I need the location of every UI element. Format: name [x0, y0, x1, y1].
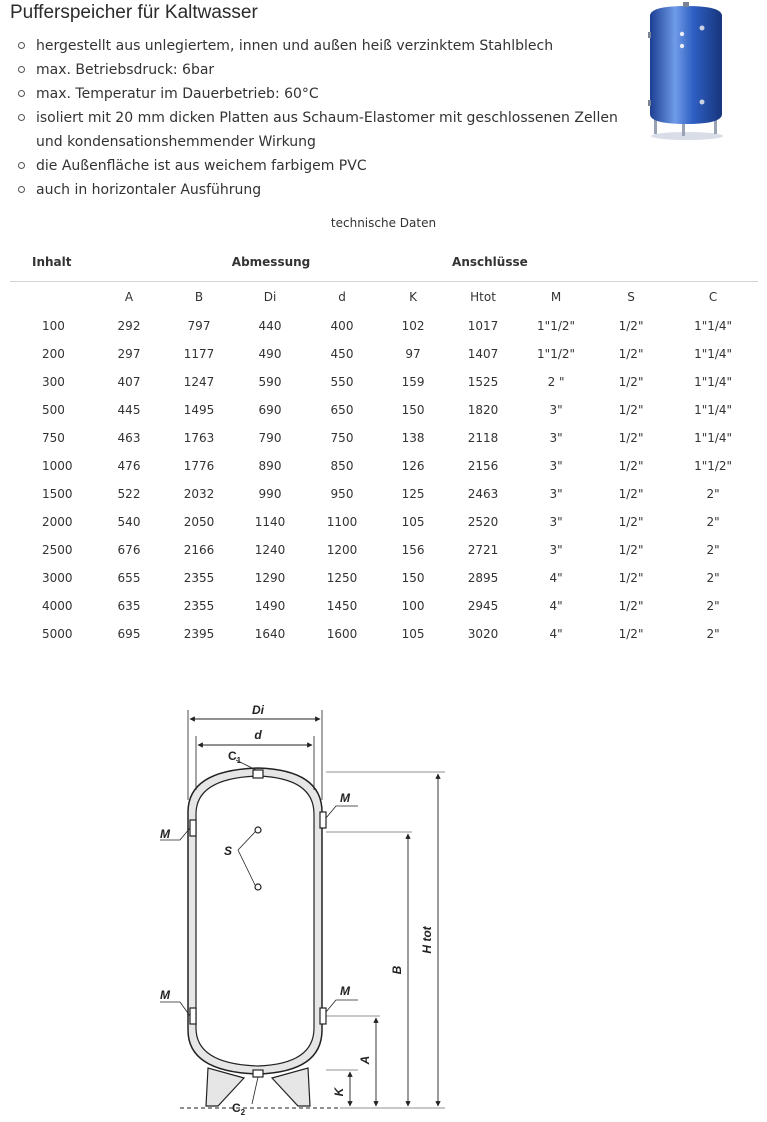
table-cell: 695 [117, 627, 141, 641]
cell-inhalt: 4000 [42, 599, 73, 613]
label-b: B [390, 965, 404, 975]
table-cell: 1600 [326, 627, 358, 641]
label-m-bottom-right: M [340, 984, 350, 998]
table-cell: 3" [549, 459, 563, 473]
label-m-bottom-left: M [160, 988, 170, 1002]
table-cell: 1017 [467, 319, 499, 333]
bullet-circle-icon [18, 66, 25, 73]
table-row [10, 368, 758, 396]
table-cell: 2463 [467, 487, 499, 501]
column-header: A [124, 290, 134, 304]
table-cell: 1/2" [618, 515, 644, 529]
table-cell: 490 [258, 347, 282, 361]
table-cell: 655 [117, 571, 141, 585]
table-row [10, 424, 758, 452]
table-cell: 1/2" [618, 403, 644, 417]
table-cell: 4" [549, 599, 563, 613]
table-cell: 156 [401, 543, 425, 557]
table-cell: 1495 [183, 403, 215, 417]
feature-list [18, 34, 618, 202]
table-cell: 2" [706, 599, 720, 613]
bullet-circle-icon [18, 42, 25, 49]
table-cell: 590 [258, 375, 282, 389]
table-cell: 2520 [467, 515, 499, 529]
table-cell: 2166 [183, 543, 215, 557]
bullet-circle-icon [18, 114, 25, 121]
connection-m-bottom-left [190, 1008, 196, 1024]
column-header: Htot [470, 290, 496, 304]
table-cell: 540 [117, 515, 141, 529]
table-cell: 1"1/2" [537, 347, 576, 361]
table-cell: 1/2" [618, 487, 644, 501]
table-cell: 1100 [326, 515, 358, 529]
table-cell: 2118 [467, 431, 499, 445]
connection-c2 [253, 1070, 263, 1077]
table-cell: 1/2" [618, 459, 644, 473]
label-c1: $C_1$ [228, 749, 242, 765]
cell-inhalt: 100 [42, 319, 65, 333]
table-cell: 400 [330, 319, 354, 333]
feature-item [18, 178, 618, 202]
table-cell: 1140 [254, 515, 286, 529]
feature-item [18, 34, 618, 58]
table-cell: 1250 [326, 571, 358, 585]
cell-inhalt: 750 [42, 431, 65, 445]
table-cell: 3" [549, 515, 563, 529]
table-cell: 297 [117, 347, 141, 361]
table-caption: technische Daten [330, 216, 437, 230]
table-cell: 1/2" [618, 599, 644, 613]
table-cell: 1"1/4" [694, 375, 733, 389]
table-cell: 150 [401, 571, 425, 585]
table-cell: 3" [549, 431, 563, 445]
sensor-s-top [255, 827, 261, 833]
bullet-circle-icon [18, 162, 25, 169]
column-header: M [550, 290, 562, 304]
column-header-row [10, 282, 758, 313]
cell-inhalt: 200 [42, 347, 65, 361]
table-cell: 3" [549, 543, 563, 557]
table-row [10, 452, 758, 480]
column-header: d [338, 290, 346, 304]
table-cell: 1247 [183, 375, 215, 389]
label-htot: H tot [420, 926, 434, 954]
table-cell: 1763 [183, 431, 215, 445]
column-header: Di [263, 290, 277, 304]
table-cell: 1"1/4" [694, 347, 733, 361]
column-header: B [194, 290, 204, 304]
table-cell: 440 [258, 319, 282, 333]
table-cell: 635 [117, 599, 141, 613]
cell-inhalt: 3000 [42, 571, 73, 585]
table-row [10, 536, 758, 564]
table-cell: 292 [117, 319, 141, 333]
table-cell: 2032 [183, 487, 215, 501]
table-cell: 1200 [326, 543, 358, 557]
feature-text: die Außenfläche ist aus weichem farbigem PVC [36, 158, 367, 174]
feature-text: auch in horizontaler Ausführung [36, 182, 262, 198]
connection-c1 [253, 770, 263, 778]
column-header-blank [10, 282, 94, 313]
table-cell: 790 [258, 431, 282, 445]
table-cell: 1/2" [618, 543, 644, 557]
table-cell: 550 [330, 375, 354, 389]
table-cell: 1640 [254, 627, 286, 641]
table-cell: 125 [401, 487, 425, 501]
table-cell: 1407 [467, 347, 499, 361]
table-cell: 890 [258, 459, 282, 473]
label-c2: $C_2$ [232, 1101, 246, 1117]
label-s: S [224, 844, 233, 858]
table-row [10, 564, 758, 592]
table-cell: 1/2" [618, 375, 644, 389]
table-cell: 150 [401, 403, 425, 417]
table-cell: 476 [117, 459, 141, 473]
table-cell: 445 [117, 403, 141, 417]
group-header-abmessung: Abmessung [94, 250, 448, 282]
feature-text: hergestellt aus unlegiertem, innen und außen heiß verzinktem Stahlblech [36, 38, 554, 54]
connection-m-top-right [320, 812, 326, 828]
connection-m-top-left [190, 820, 196, 836]
table-cell: 2395 [183, 627, 215, 641]
table-cell: 2355 [183, 599, 215, 613]
table-cell: 2" [706, 515, 720, 529]
table-cell: 105 [401, 627, 425, 641]
table-cell: 2050 [183, 515, 215, 529]
cell-inhalt: 5000 [42, 627, 73, 641]
table-row [10, 312, 758, 340]
table-cell: 2" [706, 487, 720, 501]
table-cell: 1/2" [618, 571, 644, 585]
table-row [10, 592, 758, 620]
table-cell: 2" [706, 627, 720, 641]
group-header-anschluesse: Anschlüsse [448, 250, 758, 282]
table-cell: 1776 [183, 459, 215, 473]
column-header: K [409, 290, 417, 304]
technical-data-table [10, 250, 758, 648]
table-cell: 3" [549, 487, 563, 501]
table-cell: 1525 [467, 375, 499, 389]
table-row [10, 480, 758, 508]
table-cell: 750 [330, 431, 354, 445]
table-cell: 1/2" [618, 431, 644, 445]
table-cell: 1/2" [618, 319, 644, 333]
table-cell: 97 [405, 347, 421, 361]
table-cell: 4" [549, 627, 563, 641]
sensor-s-bottom [255, 884, 261, 890]
table-cell: 690 [258, 403, 282, 417]
label-d: d [254, 728, 262, 742]
label-m-top-left: M [160, 827, 170, 841]
table-cell: 1/2" [618, 627, 644, 641]
table-cell: 1"1/4" [694, 319, 733, 333]
cell-inhalt: 300 [42, 375, 65, 389]
table-cell: 2" [706, 571, 720, 585]
table-cell: 2721 [467, 543, 499, 557]
table-cell: 4" [549, 571, 563, 585]
connection-m-bottom-right [320, 1008, 326, 1024]
table-cell: 1"1/4" [694, 403, 733, 417]
feature-item [18, 82, 618, 106]
table-cell: 1290 [254, 571, 286, 585]
bullet-circle-icon [18, 90, 25, 97]
cell-inhalt: 2000 [42, 515, 73, 529]
table-cell: 126 [401, 459, 425, 473]
table-cell: 2895 [467, 571, 499, 585]
label-k: K [332, 1087, 346, 1097]
table-cell: 2156 [467, 459, 499, 473]
table-cell: 1240 [254, 543, 286, 557]
table-cell: 950 [330, 487, 354, 501]
table-cell: 522 [117, 487, 141, 501]
feature-text: isoliert mit 20 mm dicken Platten aus Schaum-Elastomer mit geschlossenen Zellen und kondensationshemmender Wirkung [36, 110, 618, 150]
table-cell: 797 [187, 319, 211, 333]
table-cell: 1/2" [618, 347, 644, 361]
table-cell: 138 [401, 431, 425, 445]
table-cell: 100 [401, 599, 425, 613]
table-cell: 1177 [183, 347, 215, 361]
table-cell: 2945 [467, 599, 499, 613]
table-cell: 3020 [467, 627, 499, 641]
vessel-inner-wall [196, 776, 314, 1066]
table-cell: 850 [330, 459, 354, 473]
table-cell: 3" [549, 403, 563, 417]
table-cell: 1450 [326, 599, 358, 613]
table-cell: 676 [117, 543, 141, 557]
table-cell: 2355 [183, 571, 215, 585]
group-header-inhalt: Inhalt [10, 250, 94, 282]
feature-item [18, 58, 618, 82]
feature-text: max. Temperatur im Dauerbetrieb: 60°C [36, 86, 319, 102]
table-cell: 2 " [547, 375, 565, 389]
label-a: A [358, 1055, 372, 1065]
feature-text: max. Betriebsdruck: 6bar [36, 62, 215, 78]
feature-item [18, 106, 618, 154]
table-cell: 463 [117, 431, 141, 445]
page-title: Pufferspeicher für Kaltwasser [10, 2, 258, 23]
label-m-top-right: M [340, 791, 350, 805]
table-row [10, 340, 758, 368]
cell-inhalt: 500 [42, 403, 65, 417]
table-row [10, 508, 758, 536]
column-header: C [708, 290, 718, 304]
table-cell: 990 [258, 487, 282, 501]
table-cell: 650 [330, 403, 354, 417]
feature-item [18, 154, 618, 178]
table-row [10, 620, 758, 648]
table-cell: 105 [401, 515, 425, 529]
table-cell: 407 [117, 375, 141, 389]
table-cell: 1"1/4" [694, 431, 733, 445]
tank-technical-drawing [140, 690, 460, 1120]
cell-inhalt: 2500 [42, 543, 73, 557]
table-cell: 1"1/2" [537, 319, 576, 333]
label-di: Di [252, 703, 264, 717]
table-cell: 2" [706, 543, 720, 557]
table-cell: 1820 [467, 403, 499, 417]
tank-product-image [642, 2, 732, 142]
cell-inhalt: 1000 [42, 459, 73, 473]
bullet-circle-icon [18, 186, 25, 193]
cell-inhalt: 1500 [42, 487, 73, 501]
table-cell: 159 [401, 375, 425, 389]
table-cell: 450 [330, 347, 354, 361]
table-cell: 1490 [254, 599, 286, 613]
table-cell: 102 [401, 319, 425, 333]
column-header: S [627, 290, 635, 304]
table-cell: 1"1/2" [694, 459, 733, 473]
table-row [10, 396, 758, 424]
